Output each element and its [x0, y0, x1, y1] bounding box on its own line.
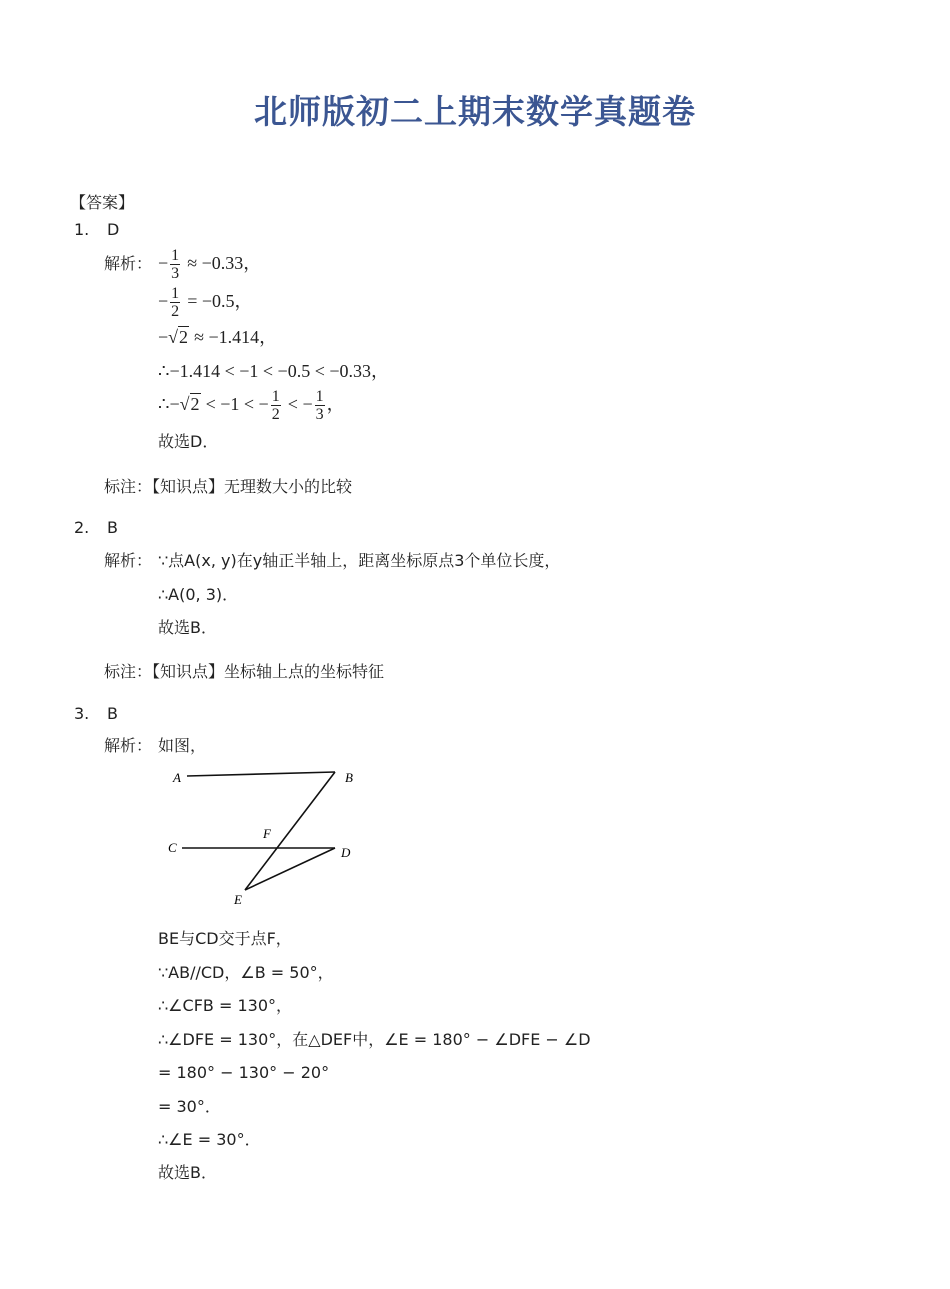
- q1-line-2-text: = −0.5，: [187, 291, 253, 311]
- fraction-one-third: [170, 247, 180, 282]
- q3-line-3: ∴∠CFB = 130°，: [158, 996, 292, 1015]
- segment-be: [245, 772, 335, 890]
- q3-answer: B: [107, 704, 118, 723]
- q1-knowledge-tag: 标注：【知识点】无理数大小的比较: [104, 477, 353, 496]
- point-label-c: C: [168, 840, 177, 855]
- q1-line-3: [158, 326, 277, 349]
- q1-line-1: [158, 245, 261, 282]
- q2-answer: B: [107, 518, 118, 537]
- minus-sign: −: [158, 291, 169, 311]
- q3-analysis-label: 解析：: [104, 736, 153, 755]
- minus-sign: −: [158, 327, 169, 347]
- q1-number: 1.: [74, 220, 90, 239]
- q3-line-7: ∴∠E = 30°．: [158, 1130, 261, 1149]
- q1-answer: D: [107, 220, 120, 239]
- page-title: 北师版初二上期末数学真题卷: [254, 92, 696, 131]
- q1-line-5: [158, 386, 345, 423]
- minus-sign: −: [158, 253, 169, 273]
- point-label-d: D: [341, 845, 351, 860]
- q2-line-2: ∴A(0, 3)．: [158, 585, 239, 604]
- geometry-figure: [160, 760, 380, 916]
- numerator: 1: [171, 247, 180, 264]
- q3-line-5: = 180° − 130° − 20°: [158, 1063, 330, 1082]
- sqrt-two: √2: [179, 394, 200, 414]
- denominator: 2: [171, 303, 180, 320]
- denominator: 2: [271, 406, 280, 423]
- q1-line-3-text: ≈ −1.414，: [194, 327, 278, 347]
- point-label-e: E: [234, 892, 242, 907]
- fraction-one-half: [170, 285, 180, 320]
- q1-line-1-text: ≈ −0.33，: [187, 253, 262, 273]
- fraction-one-third: [315, 388, 325, 423]
- point-label-a: A: [173, 770, 181, 785]
- q1-line-5-part-a: ∴−: [158, 394, 180, 414]
- q1-line-2: [158, 283, 253, 320]
- q1-line-4: ∴−1.414 < −1 < −0.5 < −0.33，: [158, 361, 390, 381]
- q3-line-1: BE与CD交于点F，: [158, 929, 292, 948]
- denominator: 3: [315, 406, 324, 423]
- radicand: 2: [179, 327, 189, 347]
- q3-line-2: ∵AB//CD，∠B = 50°，: [158, 963, 334, 982]
- denominator: 3: [171, 265, 180, 282]
- answer-section-heading: 【答案】: [70, 193, 135, 212]
- segment-de: [245, 848, 335, 890]
- q3-line-6: = 30°．: [158, 1097, 221, 1116]
- q2-conclusion: 故选B．: [158, 618, 217, 637]
- point-label-f: F: [263, 826, 271, 841]
- numerator: 1: [271, 388, 280, 405]
- q3-intro: 如图，: [158, 736, 207, 755]
- numerator: 1: [315, 388, 324, 405]
- q1-analysis-label: 解析：: [104, 254, 153, 273]
- q1-line-5-part-c: < −: [287, 394, 313, 414]
- radicand: 2: [190, 394, 200, 414]
- fraction-one-half: [271, 388, 281, 423]
- q1-line-5-part-d: ，: [326, 394, 345, 414]
- q1-line-5-part-b: < −1 < −: [205, 394, 269, 414]
- sqrt-two: √2: [168, 327, 189, 347]
- point-label-b: B: [345, 770, 353, 785]
- q2-knowledge-tag: 标注：【知识点】坐标轴上点的坐标特征: [104, 662, 385, 681]
- numerator: 1: [171, 285, 180, 302]
- segment-ab: [187, 772, 335, 776]
- q1-conclusion: 故选D．: [158, 432, 219, 451]
- q3-line-4: ∴∠DFE = 130°，在△DEF中，∠E = 180° − ∠DFE − ∠D: [158, 1030, 591, 1049]
- q2-analysis-label: 解析：: [104, 551, 153, 570]
- q2-line-1: ∵点A(x, y)在y轴正半轴上，距离坐标原点3个单位长度，: [158, 551, 561, 570]
- q3-conclusion: 故选B．: [158, 1163, 217, 1182]
- q3-number: 3.: [74, 704, 90, 723]
- q2-number: 2.: [74, 518, 90, 537]
